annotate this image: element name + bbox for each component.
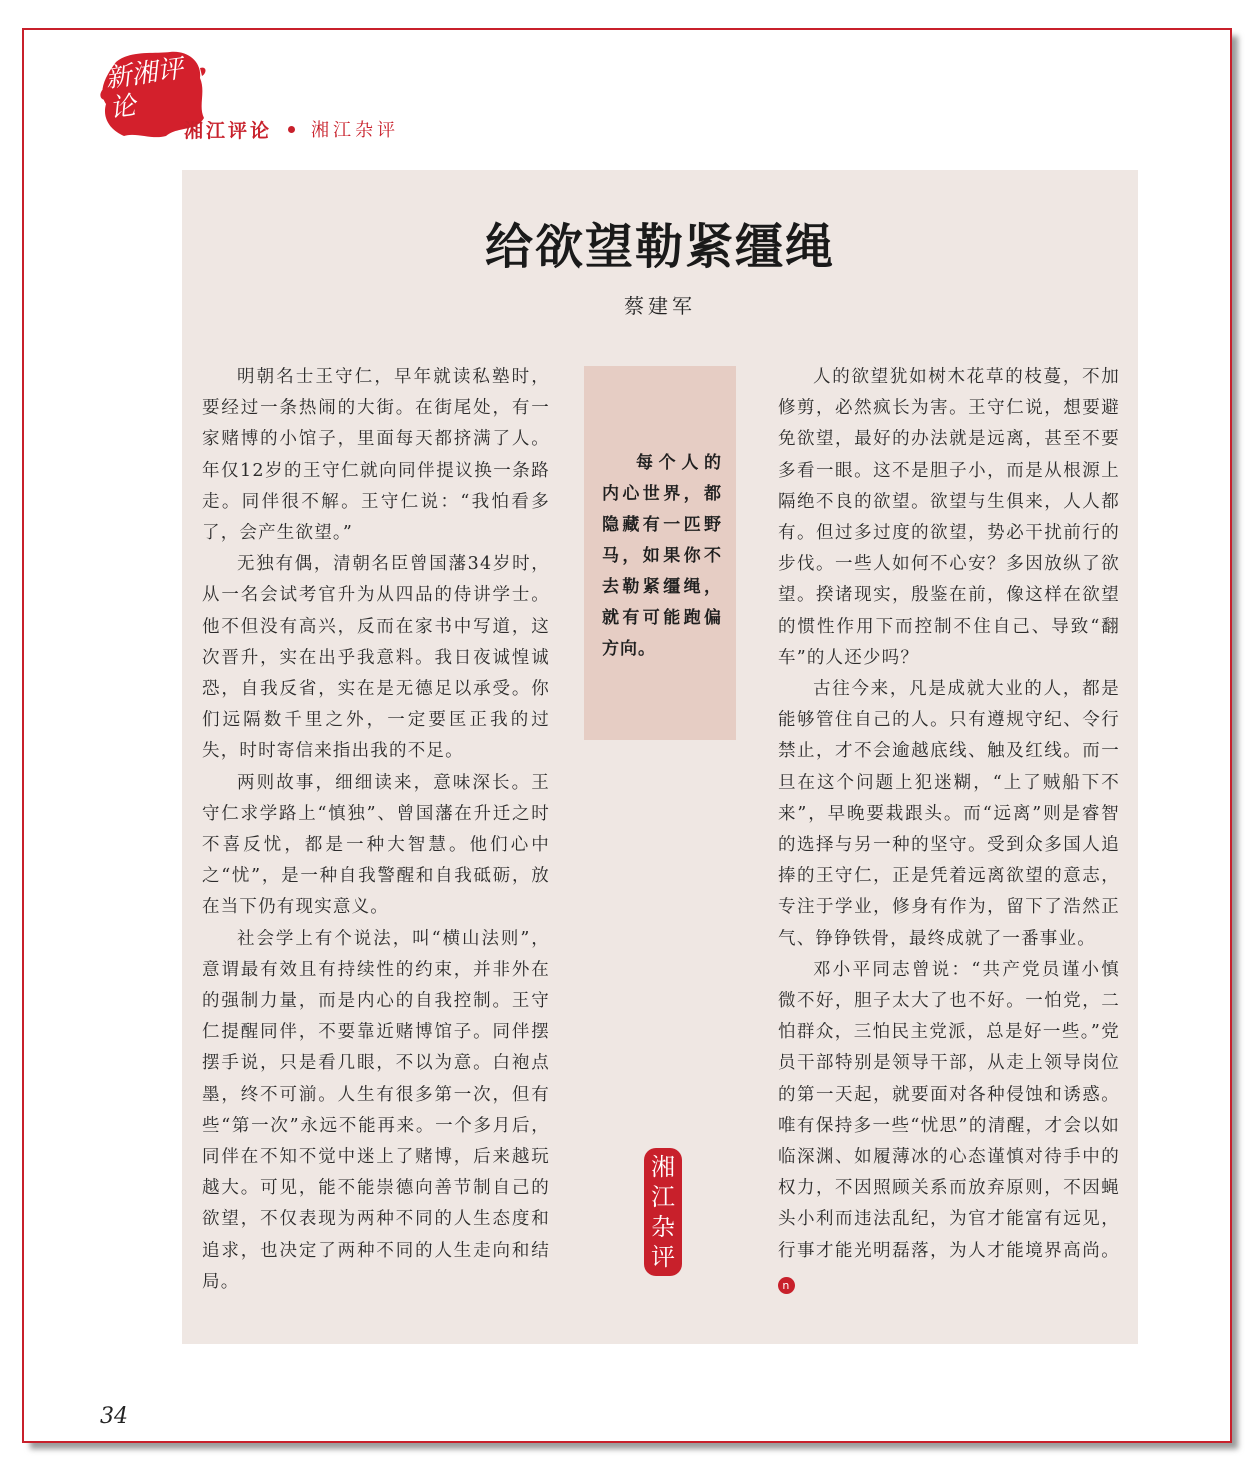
paragraph: 两则故事，细细读来，意味深长。王守仁求学路上“慎独”、曾国藩在升迁之时不喜反忧，都是一种大智慧。他们心中之“忧”，是一种自我警醒和自我砥砺，放在当下仍有现实意义。	[202, 772, 550, 918]
paragraph: 古往今来，凡是成就大业的人，都是能够管住自己的人。只有遵规守纪、令行禁止，才不会逾越底线、触及红线。而一旦在这个问题上犯迷糊，“上了贼船下不来”，早晚要栽跟头。而“远离”则是睿智的选择与另一种的坚守。受到众多国人追捧的王守仁，正是凭着远离欲望的意志，专注于学业，修身有作为，留下了浩然正气、铮铮铁骨，最终成就了一番事业。	[778, 679, 1120, 949]
paragraph-text: 邓小平同志曾说：“共产党员谨小慎微不好，胆子太大了也不好。一怕党，二怕群众，三怕民主党派，总是好一些。”党员干部特别是领导干部，从走上领导岗位的第一天起，就要面对各种侵蚀和诱惑。唯有保持多一些“忧思”的清醒，才会以如临深渊、如履薄冰的心态谨慎对待手中的权力，不因照顾关系而放弃原则，不因蝇头小利而违法乱纪，为官才能富有远见，行事才能光明磊落，为人才能境界高尚。	[778, 959, 1120, 1261]
end-mark-icon: n	[778, 1277, 795, 1294]
article-column-right	[778, 362, 1120, 1298]
bullet-dot-icon	[288, 126, 295, 133]
pull-quote: 每个人的内心世界，都隐藏有一匹野马，如果你不去勒紧缰绳，就有可能跑偏方向。	[602, 453, 722, 659]
section-subtitle: 湘江杂评	[311, 120, 400, 141]
article-title: 给欲望勒紧缰绳	[484, 219, 835, 275]
magazine-page	[22, 28, 1232, 1443]
article-author: 蔡建军	[624, 294, 696, 318]
paragraph: 人的欲望犹如树木花草的枝蔓，不加修剪，必然疯长为害。王守仁说，想要避免欲望，最好的办法就是远离，甚至不要多看一眼。这不是胆子小，而是从根源上隔绝不良的欲望。欲望与生俱来，人人都有。但过多过度的欲望，势必干扰前行的步伐。一些人如何不心安？多因放纵了欲望。揆诸现实，殷鉴在前，像这样在欲望的惯性作用下而控制不住自己、导致“翻车”的人还少吗？	[778, 367, 1120, 668]
section-header	[184, 114, 399, 144]
paragraph	[778, 955, 1120, 1298]
paragraph: 明朝名士王守仁，早年就读私塾时，要经过一条热闹的大街。在街尾处，有一家赌博的小馆子，里面每天都挤满了人。年仅12岁的王守仁就向同伴提议换一条路走。同伴很不解。王守仁说：“我怕看多了，会产生欲望。”	[202, 367, 550, 544]
logo-text: 新湘评论	[103, 53, 185, 125]
article-column-left	[202, 362, 550, 1298]
paragraph: 无独有偶，清朝名臣曾国藩34岁时，从一名会试考官升为从四品的侍讲学士。他不但没有高兴，反而在家书中写道，这次晋升，实在出乎我意料。我日夜诚惶诚恐，自我反省，实在是无德足以承受。你们远隔数千里之外，一定要匡正我的过失，时时寄信来指出我的不足。	[202, 554, 550, 762]
page-number: 34	[100, 1404, 128, 1429]
section-title: 湘江评论	[184, 119, 273, 142]
seal-stamp-icon: 湘 江 杂 评	[644, 1148, 682, 1276]
paragraph: 社会学上有个说法，叫“横山法则”，意谓最有效且有持续性的约束，并非外在的强制力量，而是内心的自我控制。王守仁提醒同伴，不要靠近赌博馆子。同伴摆摆手说，只是看几眼，不以为意。白袍点墨，终不可湔。人生有很多第一次，但有些“第一次”永远不能再来。一个多月后，同伴在不知不觉中迷上了赌博，后来越玩越大。可见，能不能崇德向善节制自己的欲望，不仅表现为两种不同的人生态度和追求，也决定了两种不同的人生走向和结局。	[202, 928, 550, 1292]
